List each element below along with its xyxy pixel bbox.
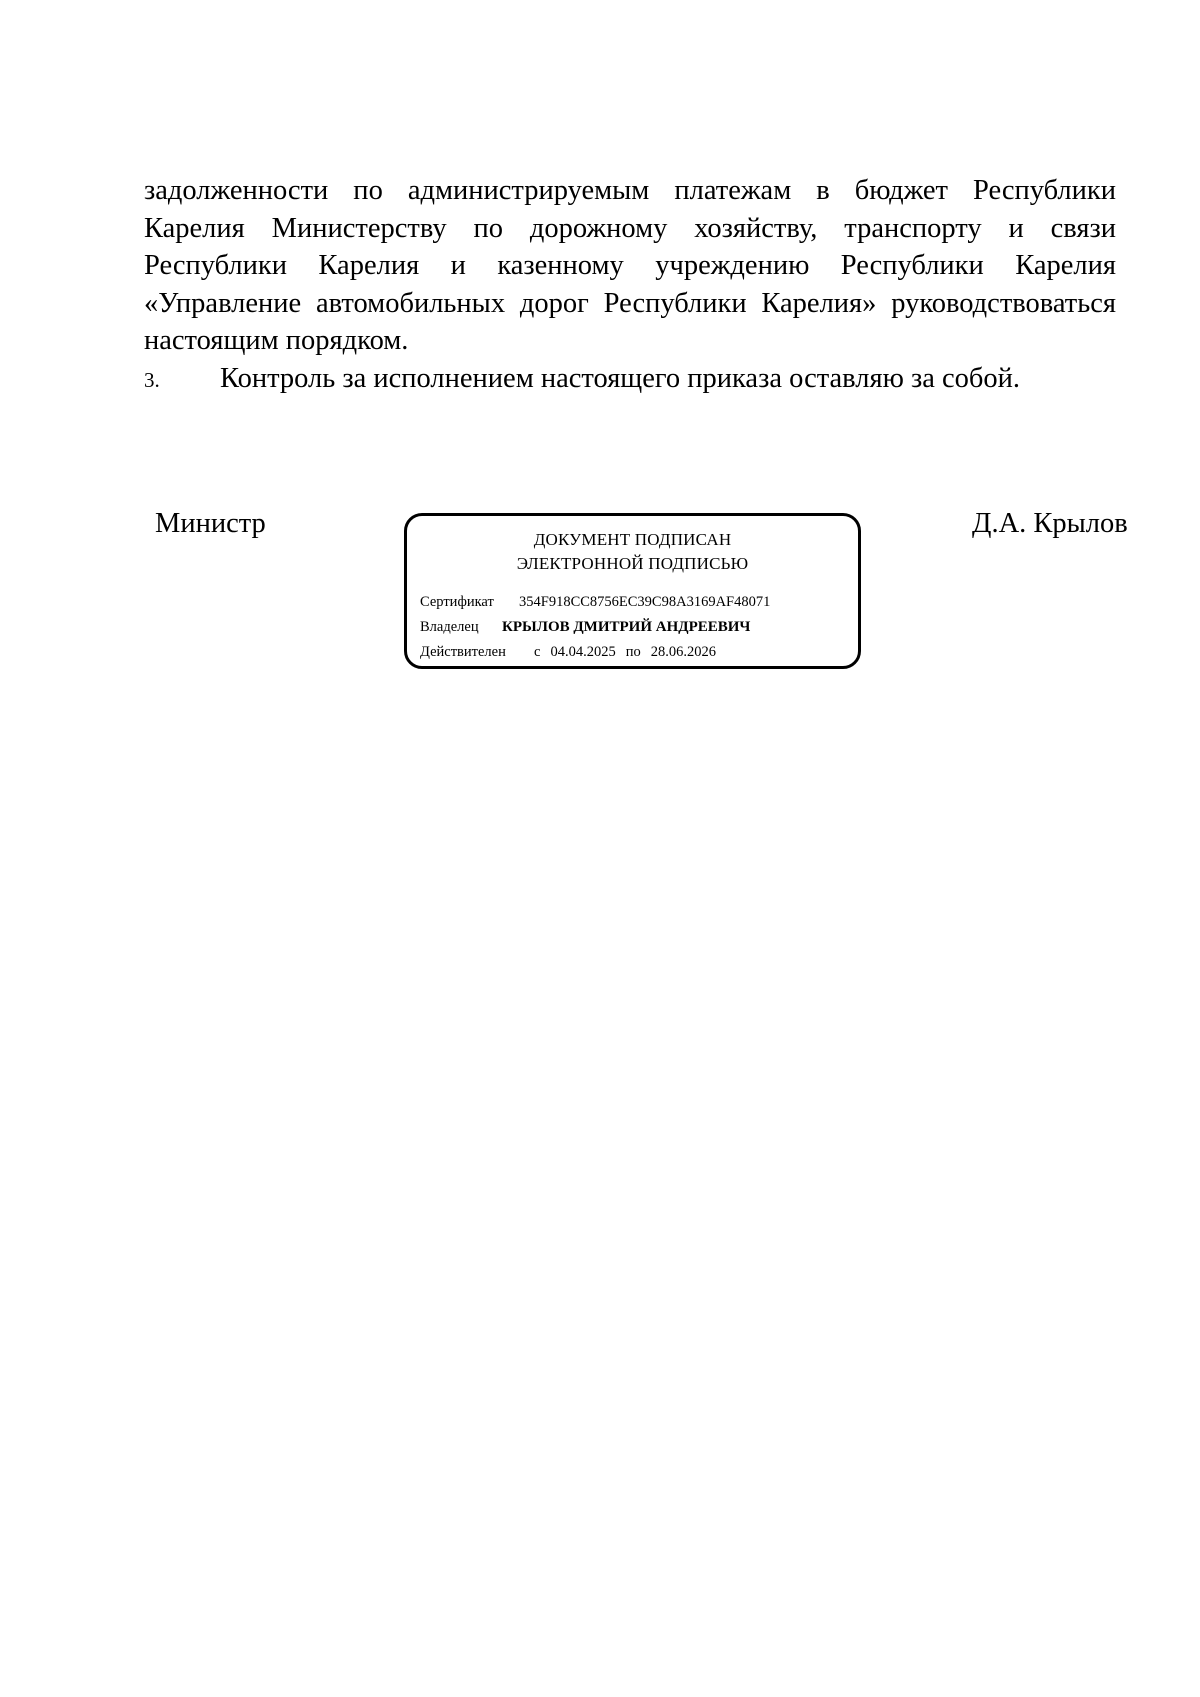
- document-body: [144, 172, 1116, 399]
- signer-position-title: Министр: [155, 508, 266, 539]
- item-number: 3.: [144, 367, 160, 392]
- stamp-validity-row: [420, 642, 716, 662]
- certificate-label: Сертификат: [420, 594, 494, 610]
- signer-name: Д.А. Крылов: [972, 508, 1128, 539]
- validity-label: Действителен: [420, 644, 506, 660]
- continued-paragraph: задолженности по администрируемым платежам в бюджет Республики Карелия Министерству по дорожному хозяйству, транспорту и связи Республики Карелия и казенному учреждению Республики Карелия «Управление автомобильных дорог Республики Карелия» руководствоваться настоящим порядком.: [144, 175, 1116, 356]
- stamp-certificate-row: [420, 592, 770, 612]
- valid-from-prefix: с: [534, 644, 541, 660]
- owner-value: КРЫЛОВ ДМИТРИЙ АНДРЕЕВИЧ: [502, 619, 751, 635]
- electronic-signature-stamp: [404, 513, 861, 669]
- stamp-heading-line1: ДОКУМЕНТ ПОДПИСАН: [533, 530, 732, 549]
- stamp-heading-line2: ЭЛЕКТРОННОЙ ПОДПИСЬЮ: [516, 554, 749, 573]
- stamp-heading: [407, 528, 858, 576]
- certificate-value: 354F918CC8756EC39C98A3169AF48071: [519, 594, 771, 610]
- stamp-owner-row: [420, 617, 750, 637]
- valid-to-prefix: по: [625, 644, 641, 660]
- valid-from-date: 04.04.2025: [550, 644, 616, 660]
- owner-label: Владелец: [420, 619, 479, 635]
- valid-to-date: 28.06.2026: [650, 644, 716, 660]
- numbered-item: [144, 360, 1116, 400]
- item-text: Контроль за исполнением настоящего приказа оставляю за собой.: [220, 362, 1021, 394]
